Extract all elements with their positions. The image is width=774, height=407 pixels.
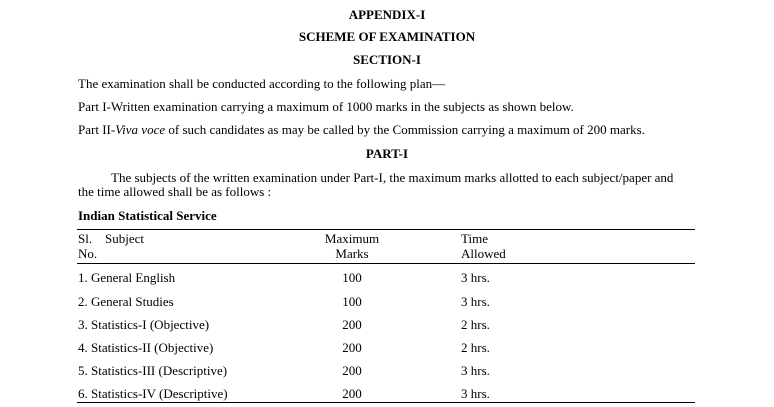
part-heading: PART-I	[365, 146, 409, 161]
time-cell: 2 hrs.	[461, 340, 490, 355]
marks-cell: 200	[342, 317, 362, 332]
part1-text: Part I-Written examination carrying a maximum of 1000 marks in the subjects as shown below.	[78, 99, 574, 114]
time-cell: 3 hrs.	[461, 386, 490, 401]
subject-cell: 2. General Studies	[78, 294, 174, 309]
subject-cell: 3. Statistics-I (Objective)	[78, 317, 210, 332]
subject-cell: 4. Statistics-II (Objective)	[78, 340, 214, 355]
service-title: Indian Statistical Service	[78, 208, 217, 223]
header-time-line2: Allowed	[461, 246, 506, 261]
part2-suffix: of such candidates as may be called by the Commission carrying a maximum of 200 marks.	[165, 122, 645, 137]
part2-italic: Viva voce	[115, 122, 166, 137]
table-row	[0, 294, 774, 314]
table-header-rule	[77, 263, 695, 264]
table-row	[0, 386, 774, 406]
marks-cell: 200	[342, 386, 362, 401]
header-marks-line1: Maximum	[324, 231, 380, 246]
table-row	[0, 363, 774, 383]
plan-text: The examination shall be conducted according to the following plan—	[78, 76, 446, 91]
section-heading: SECTION-I	[353, 52, 421, 67]
scheme-heading: SCHEME OF EXAMINATION	[298, 29, 476, 44]
time-cell: 3 hrs.	[461, 294, 490, 309]
part2-text	[78, 122, 645, 138]
marks-cell: 100	[342, 270, 362, 285]
header-marks-line2: Marks	[335, 246, 369, 261]
subject-cell: 6. Statistics-IV (Descriptive)	[78, 386, 228, 401]
time-cell: 2 hrs.	[461, 317, 490, 332]
header-slno-line1: Sl.	[78, 231, 93, 246]
table-row	[0, 340, 774, 360]
header-slno-line2: No.	[78, 246, 98, 261]
table-row	[0, 270, 774, 290]
part-description-line2: the time allowed shall be as follows :	[78, 184, 272, 199]
table-bottom-rule	[77, 402, 695, 403]
marks-cell: 200	[342, 363, 362, 378]
appendix-heading: APPENDIX-I	[348, 7, 426, 22]
part-description-line1: The subjects of the written examination under Part-I, the maximum marks allotted to each subject/paper and	[111, 170, 674, 185]
time-cell: 3 hrs.	[461, 363, 490, 378]
marks-cell: 100	[342, 294, 362, 309]
time-cell: 3 hrs.	[461, 270, 490, 285]
table-row	[0, 317, 774, 337]
part2-prefix: Part II-	[78, 122, 116, 137]
marks-cell: 200	[342, 340, 362, 355]
subject-cell: 1. General English	[78, 270, 176, 285]
table-top-rule	[77, 229, 695, 230]
header-time-line1: Time	[461, 231, 488, 246]
header-subject: Subject	[105, 231, 144, 246]
subject-cell: 5. Statistics-III (Descriptive)	[78, 363, 228, 378]
